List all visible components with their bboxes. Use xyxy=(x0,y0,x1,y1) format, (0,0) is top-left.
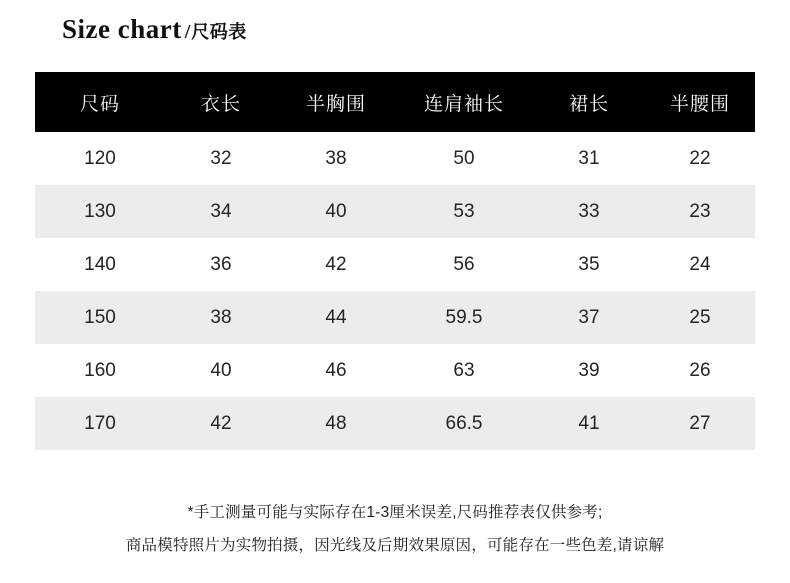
column-header-size: 尺码 xyxy=(35,72,165,132)
cell-garment-length: 42 xyxy=(165,397,277,450)
cell-half-waist: 25 xyxy=(645,291,755,344)
table-row xyxy=(35,291,755,344)
cell-half-bust: 40 xyxy=(277,185,395,238)
cell-sleeve-length: 63 xyxy=(395,344,533,397)
page-title-chinese: 尺码表 xyxy=(191,22,247,42)
page-title-separator: / xyxy=(184,21,191,43)
cell-half-waist: 26 xyxy=(645,344,755,397)
cell-sleeve-length: 50 xyxy=(395,132,533,185)
cell-skirt-length: 31 xyxy=(533,132,645,185)
cell-half-bust: 48 xyxy=(277,397,395,450)
cell-sleeve-length: 66.5 xyxy=(395,397,533,450)
cell-garment-length: 40 xyxy=(165,344,277,397)
cell-size: 120 xyxy=(35,132,165,185)
table-header-row xyxy=(35,72,755,132)
cell-size: 130 xyxy=(35,185,165,238)
size-table-body xyxy=(35,132,755,450)
cell-skirt-length: 33 xyxy=(533,185,645,238)
column-header-garment-length: 衣长 xyxy=(165,72,277,132)
table-row xyxy=(35,185,755,238)
table-row xyxy=(35,238,755,291)
column-header-skirt-length: 裙长 xyxy=(533,72,645,132)
column-header-sleeve-length: 连肩袖长 xyxy=(395,72,533,132)
note-measurement-tolerance: *手工测量可能与实际存在1-3厘米误差,尺码推荐表仅供参考; xyxy=(187,504,603,521)
cell-half-bust: 46 xyxy=(277,344,395,397)
table-row xyxy=(35,397,755,450)
cell-size: 160 xyxy=(35,344,165,397)
cell-half-bust: 44 xyxy=(277,291,395,344)
cell-half-waist: 24 xyxy=(645,238,755,291)
page-title xyxy=(62,14,247,45)
disclaimer-notes xyxy=(0,500,790,566)
size-table-head xyxy=(35,72,755,132)
cell-skirt-length: 37 xyxy=(533,291,645,344)
cell-garment-length: 36 xyxy=(165,238,277,291)
column-header-half-bust: 半胸围 xyxy=(277,72,395,132)
cell-half-bust: 38 xyxy=(277,132,395,185)
cell-size: 170 xyxy=(35,397,165,450)
table-row xyxy=(35,344,755,397)
cell-size: 150 xyxy=(35,291,165,344)
cell-sleeve-length: 53 xyxy=(395,185,533,238)
size-table-container xyxy=(35,72,755,450)
cell-size: 140 xyxy=(35,238,165,291)
cell-skirt-length: 39 xyxy=(533,344,645,397)
cell-sleeve-length: 59.5 xyxy=(395,291,533,344)
column-header-half-waist: 半腰围 xyxy=(645,72,755,132)
cell-half-waist: 27 xyxy=(645,397,755,450)
cell-half-waist: 23 xyxy=(645,185,755,238)
cell-skirt-length: 35 xyxy=(533,238,645,291)
table-row xyxy=(35,132,755,185)
cell-garment-length: 32 xyxy=(165,132,277,185)
cell-half-waist: 22 xyxy=(645,132,755,185)
cell-sleeve-length: 56 xyxy=(395,238,533,291)
size-table xyxy=(35,72,755,450)
note-color-difference: 商品模特照片为实物拍摄，因光线及后期效果原因，可能存在一些色差,请谅解 xyxy=(125,537,665,554)
cell-garment-length: 38 xyxy=(165,291,277,344)
cell-garment-length: 34 xyxy=(165,185,277,238)
cell-half-bust: 42 xyxy=(277,238,395,291)
cell-skirt-length: 41 xyxy=(533,397,645,450)
page-title-main: Size chart xyxy=(62,14,182,44)
